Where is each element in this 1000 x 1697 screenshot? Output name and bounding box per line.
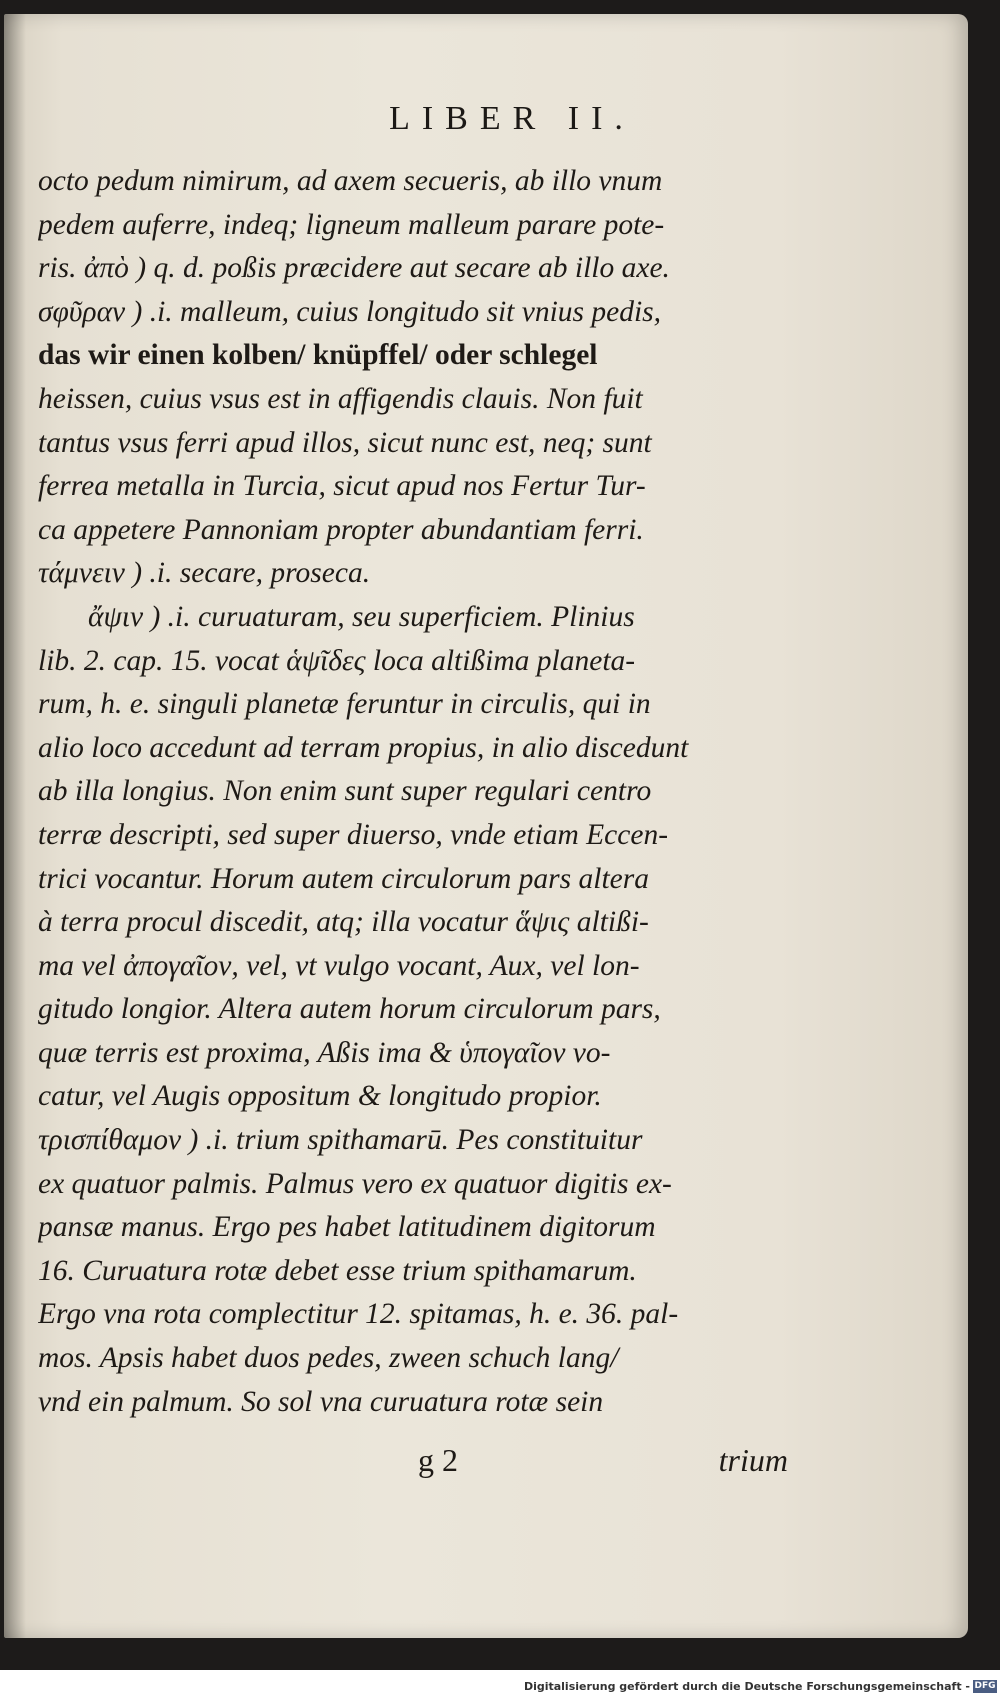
text-line: catur, vel Augis oppositum & longitudo propior. [38,1080,602,1113]
text-line: rum, h. e. singuli planetæ feruntur in circulis, qui in [38,688,651,721]
text-line: ris. ἀπὸ ) q. d. poßis præcidere aut secare ab illo axe. [38,252,670,285]
text-line: heissen, cuius vsus est in affigendis clauis. Non fuit [38,382,643,415]
text-line: tantus vsus ferri apud illos, sicut nunc est, neq; sunt [38,426,652,459]
text-line: alio loco accedunt ad terram propius, in alio discedunt [38,731,689,764]
page-gutter-shadow [4,14,26,1638]
text-line: ca appetere Pannoniam propter abundantiam ferri. [38,513,644,546]
text-line: à terra procul discedit, atq; illa vocatur ἅψις altißi- [38,906,649,939]
text-line: mos. Apsis habet duos pedes, zween schuch lang/ [38,1342,619,1375]
text-line: ferrea metalla in Turcia, sicut apud nos Fertur Tur- [38,470,646,503]
catchword: trium [718,1442,788,1478]
text-line: quæ terris est proxima, Aßis ima & ὑπογαῖον vo- [38,1036,611,1069]
text-line: octo pedum nimirum, ad axem secueris, ab illo vnum [38,165,663,197]
text-line: τρισπίθαμον ) .i. trium spithamarū. Pes constituitur [38,1124,643,1157]
text-line: ma vel ἀπογαῖον, vel, vt vulgo vocant, Aux, vel lon- [38,949,640,982]
text-line: pedem auferre, indeq; ligneum malleum parare pote- [38,208,665,241]
text-line: σφῦραν ) .i. malleum, cuius longitudo sit vnius pedis, [38,295,662,328]
text-line: gitudo longior. Altera autem horum circulorum pars, [38,993,661,1026]
text-line: lib. 2. cap. 15. vocat ἁψῖδες loca altißima planeta- [38,644,636,677]
text-line: ex quatuor palmis. Palmus vero ex quatuor digitis ex- [38,1167,672,1200]
text-line: pansæ manus. Ergo pes habet latitudinem digitorum [38,1211,656,1244]
digitization-credit: Digitalisierung gefördert durch die Deutsche Forschungsgemeinschaft - [523,1680,970,1693]
signature-mark: g 2 [418,1442,458,1478]
text-line: τάμνειν ) .i. secare, proseca. [38,557,371,590]
text-line: Ergo vna rota complectitur 12. spitamas, h. e. 36. pal- [38,1298,679,1331]
text-line-fraktur: das wir einen kolben/ knüpffel/ oder schlegel [38,339,598,372]
text-line-paragraph-start: ἄψιν ) .i. curuaturam, seu superficiem. Plinius [88,600,635,633]
body-text [38,160,788,1424]
text-line: 16. Curuatura rotæ debet esse trium spithamarum. [38,1254,637,1287]
text-line: vnd ein palmum. So sol vna curuatura rotæ sein [38,1385,604,1418]
text-line: trici vocantur. Horum autem circulorum pars altera [38,862,649,895]
dfg-logo-icon: DFG [974,1681,996,1691]
text-line: ab illa longius. Non enim sunt super regulari centro [38,775,652,808]
text-line: terræ descripti, sed super diuerso, vnde etiam Eccen- [38,818,669,851]
page-footer [38,1442,788,1486]
running-head: LIBER II. [389,100,635,137]
